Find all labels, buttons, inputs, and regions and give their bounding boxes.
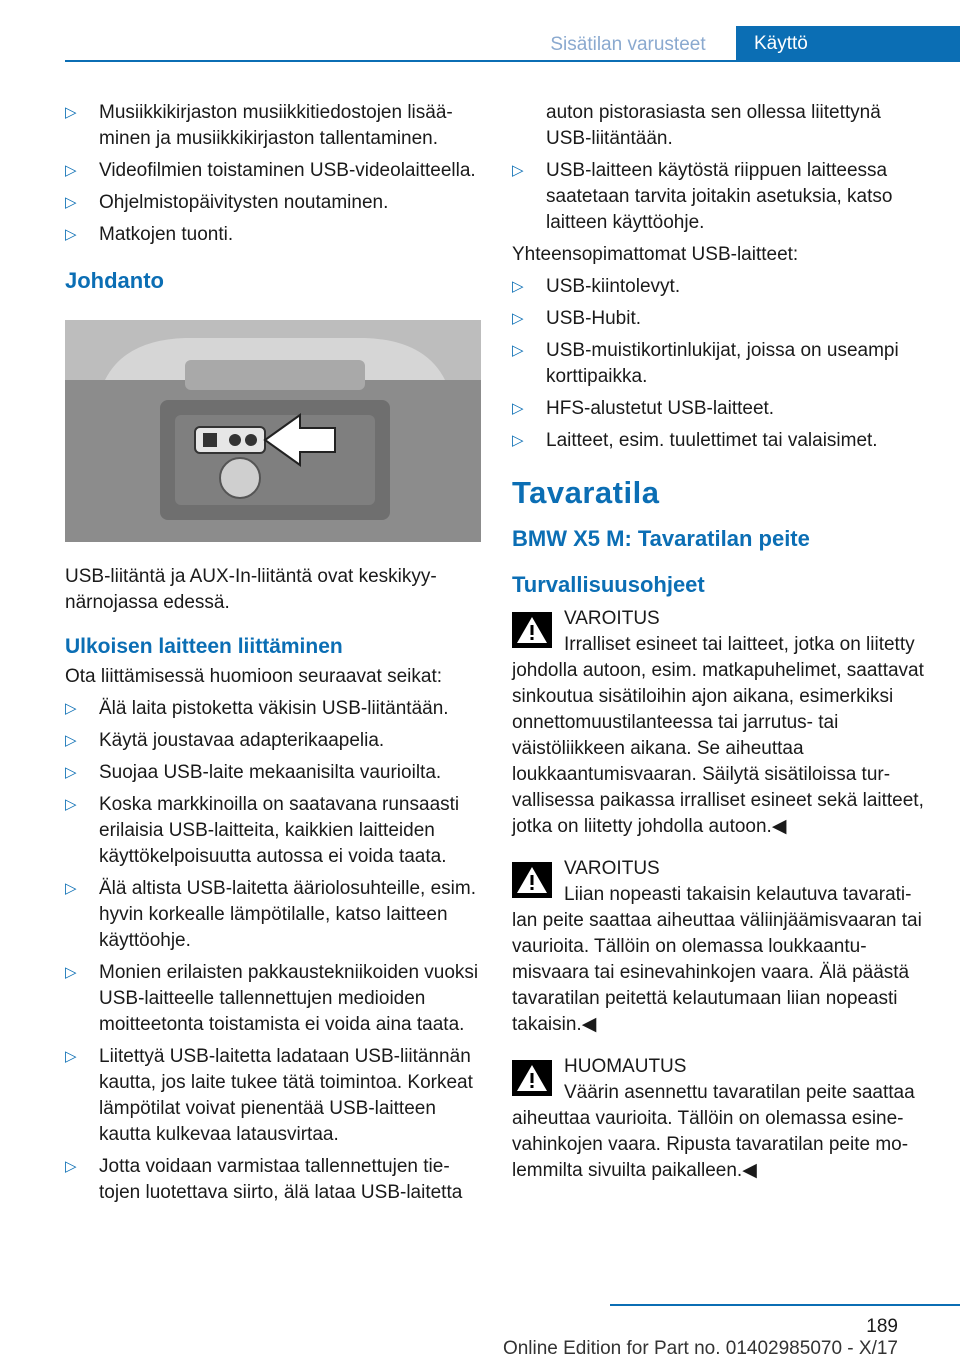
left-column xyxy=(65,100,481,1212)
triangle-bullet-icon: ▷ xyxy=(65,162,77,179)
right-column xyxy=(512,100,930,1200)
list-item: ▷ Matkojen tuonti. xyxy=(65,222,481,248)
warning-triangle-icon xyxy=(512,862,552,898)
list-item: ▷ Ohjelmistopäivitysten noutaminen. xyxy=(65,190,481,216)
notice-text: Väärin asennettu tavaratilan peite saattaa aiheuttaa vaurioita. Tällöin on olemassa esinevahinkojen vaara. Ripusta tavaratilan peite molemmilta sivuilta paikalleen.◀ xyxy=(512,1082,915,1181)
edition-text: Online Edition for Part no. 01402985070 - X/17 xyxy=(502,1338,898,1359)
heading-turvallisuusohjeet: Turvallisuusohjeet xyxy=(512,572,705,597)
triangle-bullet-icon: ▷ xyxy=(65,880,77,897)
triangle-bullet-icon: ▷ xyxy=(65,732,77,749)
warning-block xyxy=(512,856,930,1038)
incompatible-intro: Yhteensopimattomat USB-laitteet: xyxy=(512,244,799,265)
list-item: ▷ Älä altista USB-laitetta ääriolosuhteille, esim. hyvin korkealle lämpötilalle, katso laitteen käyttöohje. xyxy=(65,878,477,951)
warning-text: Liian nopeasti takaisin kelautuva tavaratilan peite saattaa aiheuttaa väliinjäämisvaaran tai vaurioita. Tällöin on olemassa loukkaantumisvaara tai esinevahinkojen vaara. Älä päästä tavaratilan peitettä kelautumaan liian nopeasti takaisin.◀ xyxy=(512,884,922,1035)
heading-johdanto: Johdanto xyxy=(65,268,164,293)
list-item: ▷ USB-Hubit. xyxy=(512,306,930,332)
list-item: ▷ USB-laitteen käytöstä riippuen laitteessa saatetaan tarvita joitakin asetuksia, katso laitteen käyttöohje. xyxy=(512,160,893,233)
list-item: ▷ Musiikkikirjaston musiikkitiedostojen lisääminen ja musiikkikirjaston tallentaminen. xyxy=(65,102,453,149)
continued-text: auton pistorasiasta sen ollessa liitettynä USB-liitäntään. xyxy=(546,102,881,149)
triangle-bullet-icon: ▷ xyxy=(65,764,77,781)
triangle-bullet-icon: ▷ xyxy=(65,1158,77,1175)
heading-ulkoisen-laitteen: Ulkoisen laitteen liittäminen xyxy=(65,635,343,658)
triangle-bullet-icon: ▷ xyxy=(65,964,77,981)
warning-label: VAROITUS xyxy=(564,858,660,879)
triangle-bullet-icon: ▷ xyxy=(512,400,524,417)
list-item: ▷ USB-kiintolevyt. xyxy=(512,274,930,300)
triangle-bullet-icon: ▷ xyxy=(512,342,524,359)
triangle-bullet-icon: ▷ xyxy=(512,432,524,449)
list-item: ▷ Laitteet, esim. tuulettimet tai valaisimet. xyxy=(512,428,930,454)
header-tab-kaytto: Käyttö xyxy=(736,26,960,62)
bullet-list-top xyxy=(65,100,481,248)
triangle-bullet-icon: ▷ xyxy=(65,1048,77,1065)
list-item: ▷ Käytä joustavaa adapterikaapelia. xyxy=(65,728,481,754)
page-number: 189 xyxy=(866,1316,898,1337)
notice-label: HUOMAUTUS xyxy=(564,1056,687,1077)
usb-aux-port-figure xyxy=(65,320,481,542)
triangle-bullet-icon: ▷ xyxy=(65,194,77,211)
list-item: ▷ Älä laita pistoketta väkisin USB-liitäntään. xyxy=(65,696,481,722)
figure-caption: USB-liitäntä ja AUX-In-liitäntä ovat keskikyynärnojassa edessä. xyxy=(65,566,437,613)
list-item: ▷ Monien erilaisten pakkaustekniikoiden vuoksi USB-laitteelle tallennettujen medioiden moitteetonta toistamista ei voida aina taata. xyxy=(65,962,479,1035)
triangle-bullet-icon: ▷ xyxy=(512,162,524,179)
notice-block xyxy=(512,1054,930,1184)
warning-triangle-icon xyxy=(512,612,552,648)
list-item: ▷ Suojaa USB-laite mekaanisilta vaurioilta. xyxy=(65,760,481,786)
warning-block xyxy=(512,606,930,840)
triangle-bullet-icon: ▷ xyxy=(512,310,524,327)
list-item: ▷ Liitettyä USB-laitetta ladataan USB-liitännän kautta, jos laite tukee tätä toimintoa. Korkeat lämpötilat voivat pienentää USB-laitteen kautta kulkevaa latausvirtaa. xyxy=(65,1046,473,1145)
list-item: ▷ HFS-alustetut USB-laitteet. xyxy=(512,396,930,422)
bullet-list-setup xyxy=(512,158,930,236)
footer-rule xyxy=(610,1304,960,1306)
warning-triangle-icon xyxy=(512,1060,552,1096)
triangle-bullet-icon: ▷ xyxy=(65,796,77,813)
triangle-bullet-icon: ▷ xyxy=(65,226,77,243)
triangle-bullet-icon: ▷ xyxy=(512,278,524,295)
intro-text: Ota liittämisessä huomioon seuraavat seikat: xyxy=(65,666,443,687)
list-item: ▷ Jotta voidaan varmistaa tallennettujen tietojen luotettava siirto, älä lataa USB-laitetta xyxy=(65,1156,463,1203)
heading-tavaratila: Tavaratila xyxy=(512,475,660,510)
warning-text: Irralliset esineet tai laitteet, jotka on liitetty johdolla autoon, esim. matkapuhelimet, saattavat sinkoutua sisätiloihin ajon aikana, esimerkiksi onnettomuustilanteessa tai jarrutus- tai väistöliikkeen aikana. Se aiheuttaa loukkaantumisvaaran. Säilytä sisätiloissa turvallisessa paikassa irralliset esineet sekä laitteet, jotka on liitetty johdolla autoon.◀ xyxy=(512,634,924,837)
list-item: ▷ Videofilmien toistaminen USB-videolaitteella. xyxy=(65,158,481,184)
list-item: ▷ USB-muistikortinlukijat, joissa on useampi korttipaikka. xyxy=(512,340,899,387)
triangle-bullet-icon: ▷ xyxy=(65,700,77,717)
warning-label: VAROITUS xyxy=(564,608,660,629)
header-rule xyxy=(65,60,960,62)
header-section: Sisätilan varusteet xyxy=(550,34,706,55)
bullet-list-connect xyxy=(65,696,481,1206)
triangle-bullet-icon: ▷ xyxy=(65,104,77,121)
list-item: ▷ Koska markkinoilla on saatavana runsaasti erilaisia USB-laitteita, kaikkien laitteiden käyttökelpoisuutta autossa ei voida taata. xyxy=(65,794,460,867)
heading-tavaratilan-peite: BMW X5 M: Tavaratilan peite xyxy=(512,526,810,551)
bullet-list-incompatible xyxy=(512,274,930,454)
